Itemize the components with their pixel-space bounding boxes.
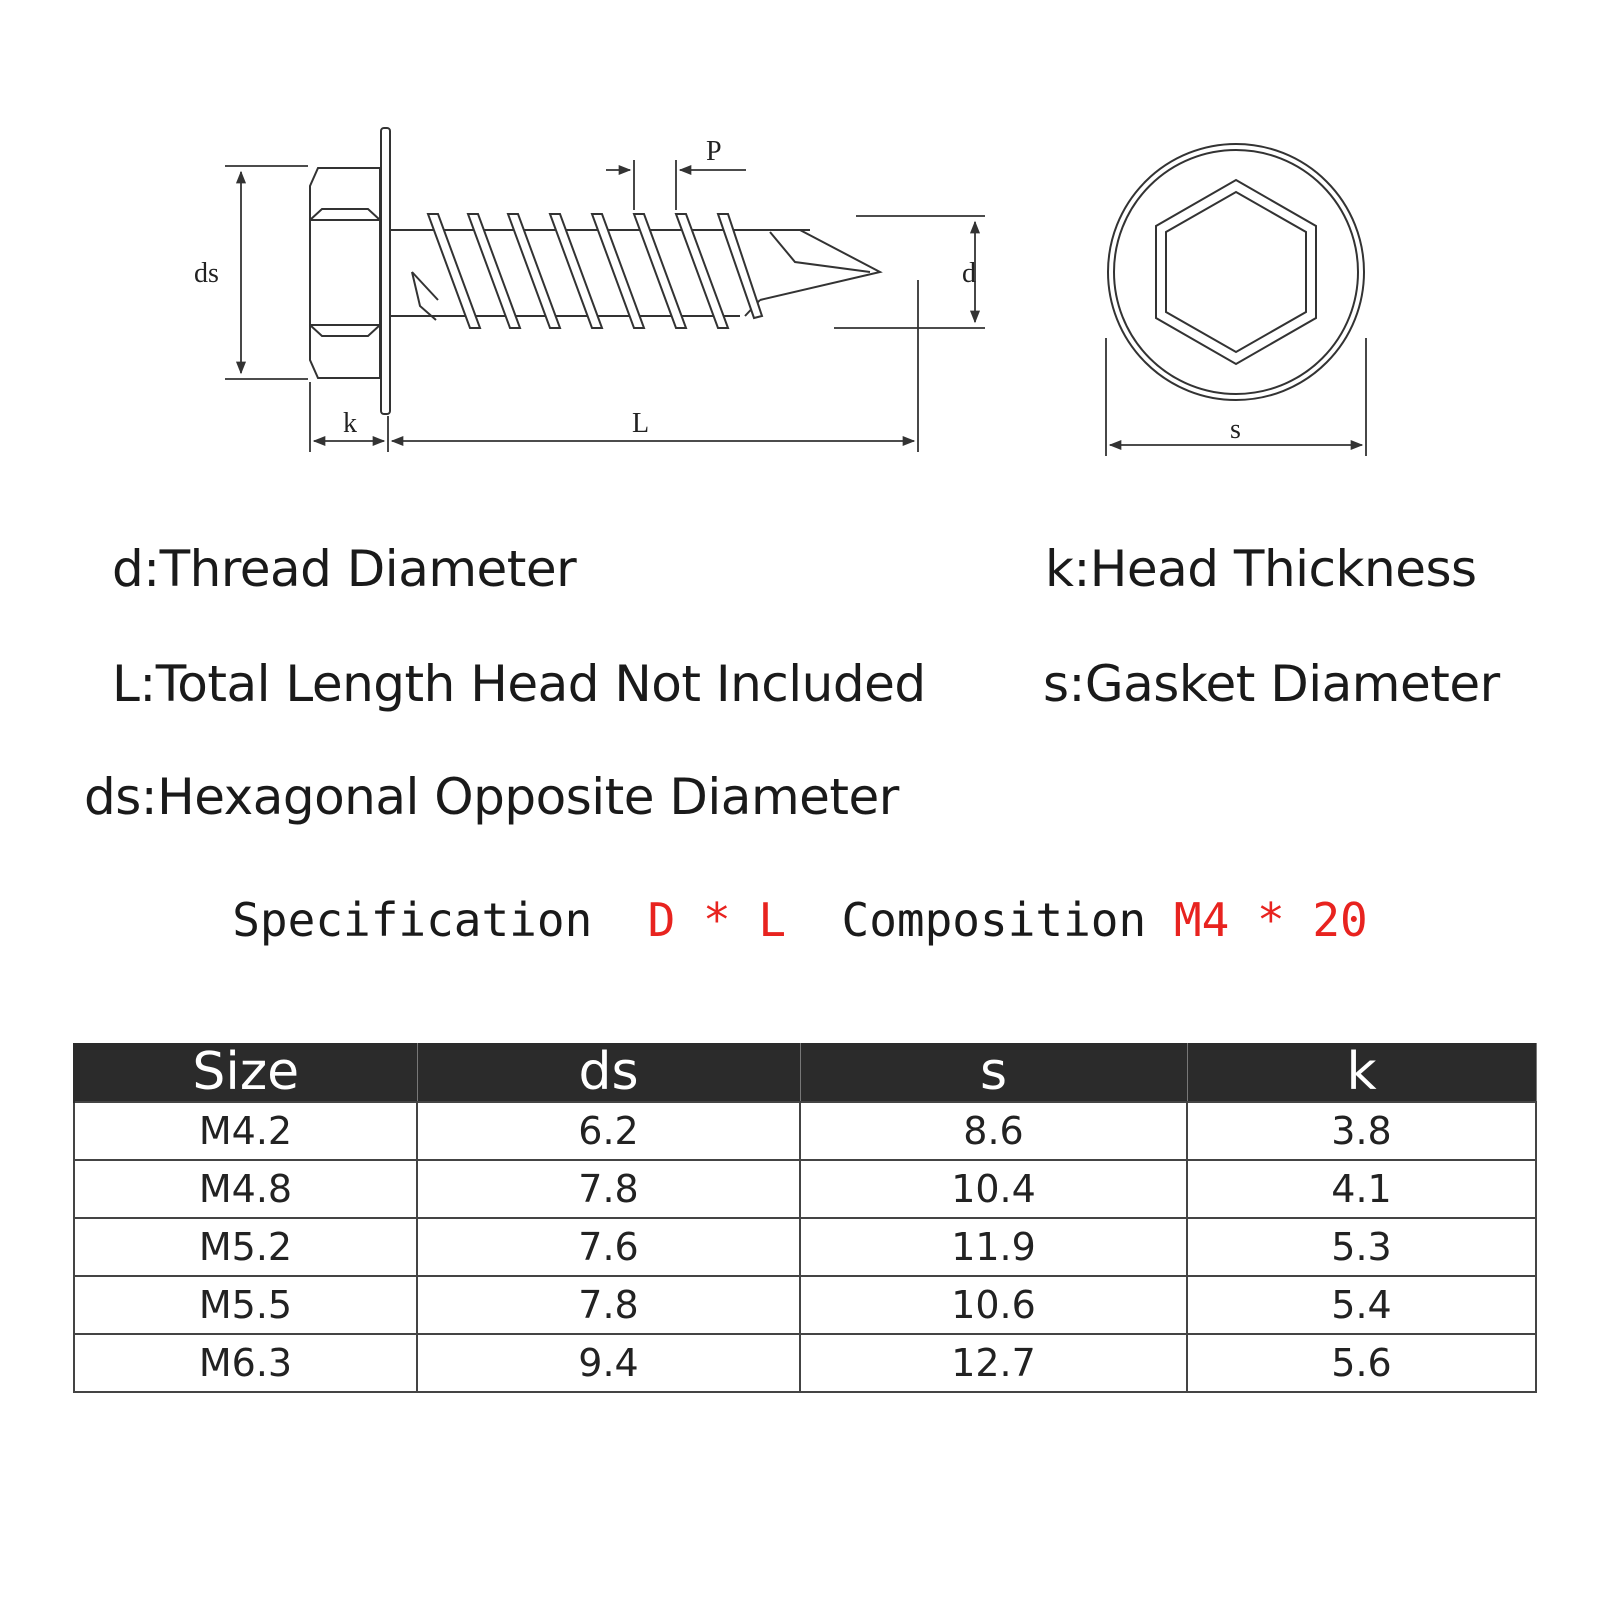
cell-k: 5.3 [1187,1218,1536,1276]
cell-ds: 7.8 [417,1160,800,1218]
gasket-side-view [381,128,390,414]
screw-head-end-view [1108,144,1364,400]
legend-head-thickness: k:Head Thickness [1045,540,1477,598]
specification-line [0,893,1600,947]
label-s: s [1230,414,1241,445]
header-k: k [1187,1043,1536,1102]
screw-head-side-view [310,168,380,378]
cell-s: 8.6 [800,1102,1187,1160]
cell-k: 5.4 [1187,1276,1536,1334]
cell-k: 4.1 [1187,1160,1536,1218]
cell-s: 10.4 [800,1160,1187,1218]
cell-size: M4.8 [74,1160,417,1218]
table-row [74,1218,1536,1276]
cell-size: M6.3 [74,1334,417,1392]
size-table [73,1043,1537,1393]
table-row [74,1102,1536,1160]
legend-thread-diameter: d:Thread Diameter [112,540,577,598]
cell-k: 3.8 [1187,1102,1536,1160]
legend-total-length: L:Total Length Head Not Included [112,655,926,713]
spec-example: M4 * 20 [1173,893,1368,947]
screw-technical-drawing [0,0,1600,480]
cell-ds: 9.4 [417,1334,800,1392]
cell-ds: 6.2 [417,1102,800,1160]
spec-composition-label: Composition [841,893,1147,947]
header-ds: ds [417,1043,800,1102]
screw-threads [428,214,762,328]
spec-prefix: Specification [232,893,593,947]
label-k: k [343,408,357,439]
cell-size: M4.2 [74,1102,417,1160]
dimension-ds [225,166,308,379]
cell-s: 11.9 [800,1218,1187,1276]
label-L: L [632,408,650,439]
table-row [74,1276,1536,1334]
cell-size: M5.5 [74,1276,417,1334]
cell-k: 5.6 [1187,1334,1536,1392]
header-size: Size [74,1043,417,1102]
table-row [74,1160,1536,1218]
dimension-P [606,160,746,210]
spec-format: D * L [647,893,787,947]
table-header-row [74,1043,1536,1102]
legend-gasket-diameter: s:Gasket Diameter [1043,655,1500,713]
header-s: s [800,1043,1187,1102]
cell-ds: 7.6 [417,1218,800,1276]
table-row [74,1334,1536,1392]
cell-s: 10.6 [800,1276,1187,1334]
label-ds: ds [194,258,219,289]
cell-size: M5.2 [74,1218,417,1276]
cell-s: 12.7 [800,1334,1187,1392]
label-d: d [962,258,976,289]
label-P: P [706,136,722,167]
cell-ds: 7.8 [417,1276,800,1334]
legend-hexagonal-diameter: ds:Hexagonal Opposite Diameter [84,768,899,826]
